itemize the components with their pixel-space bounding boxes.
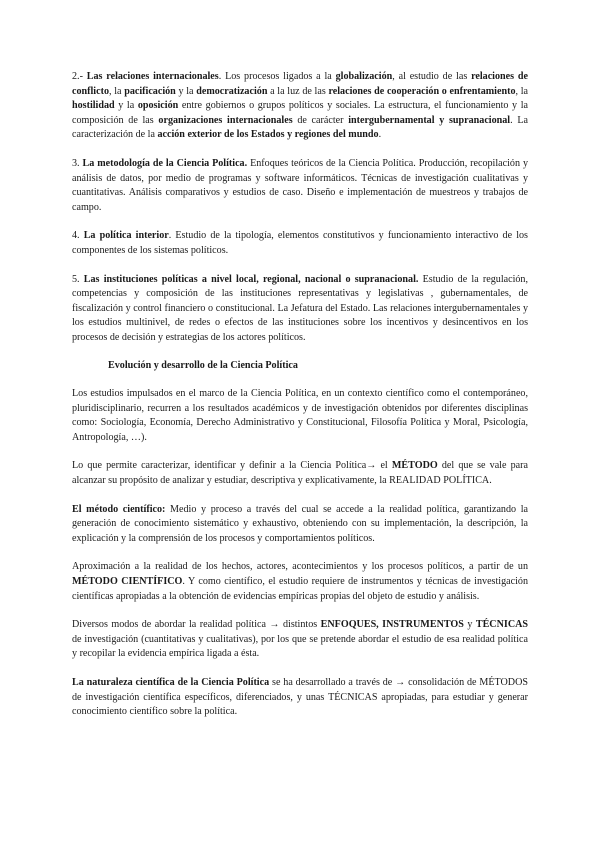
- bold-term: ENFOQUES, INSTRUMENTOS: [320, 619, 464, 631]
- text-run: entre gobiernos o grupos políticos y sociales. La estructura, el funcionamiento y la composición de las: [72, 100, 529, 126]
- section-number: 2.-: [72, 71, 87, 82]
- text-run: de investigación (cuantitativas y cualitativas), por los que se pretende abordar el estudio de esa realidad política y recopilar la evidencia empírica ligada a ésta.: [72, 633, 528, 660]
- intro-paragraph: Los estudios impulsados en el marco de la Ciencia Política, en un contexto científico como el contemporáneo, pluridisciplinario, recurren a los resultados académicos y de investigación obtenidos por diferentes disciplinas como: Sociología, Economía, Derecho Administrativo y Constitucional, Filosofía Política y Moral, Psicología, Antropología, …).: [72, 388, 528, 443]
- bold-term: MÉTODO: [391, 460, 438, 472]
- text-run: Aproximación a la realidad de los hechos, actores, acontecimientos y los procesos políticos, a partir de un: [72, 561, 528, 573]
- text-run: y: [463, 619, 476, 631]
- text-run: se ha desarrollado a través de → consolidación de MÉTODOS de investigación científica específicos, diferenciados, y unas TÉCNICAS apropiadas, para estudiar y generar conocimiento científico sobre la política.: [72, 677, 528, 718]
- approaches-paragraph: [72, 618, 528, 662]
- text-run: a la luz de las: [267, 85, 329, 97]
- section-2-paragraph: [72, 70, 528, 143]
- text-run: de carácter: [292, 114, 349, 126]
- bold-term: democratización: [196, 85, 268, 97]
- bold-term: organizaciones internacionales: [158, 114, 293, 126]
- section-5-paragraph: [72, 273, 528, 346]
- text-run: , la: [515, 85, 529, 97]
- bold-term: Las instituciones políticas a nivel local, regional, nacional o supranacional.: [83, 273, 419, 285]
- bold-term: La metodología de la Ciencia Política.: [82, 157, 248, 169]
- text-run: , al estudio de las: [392, 71, 472, 82]
- text-run: . Y como científico, el estudio requiere de instrumentos y técnicas de investigación científicas apropiadas a la obtención de evidencias empíricas propias del objeto de estudio y análisis.: [72, 576, 528, 602]
- scientific-nature-paragraph: [72, 676, 528, 720]
- bold-term: La naturaleza científica de la Ciencia Política: [72, 677, 270, 688]
- text-run: y la: [114, 100, 138, 112]
- text-run: Enfoques teóricos de la Ciencia Política. Producción, recopilación y análisis de datos, por medio de programas y software informáticos. Técnicas de investigación cualitativas y cuantitativas. Análisis comparativos y estudios de caso. Diseño e implementación de muestreos y trabajos de campo.: [72, 157, 529, 213]
- section-number: 5.: [72, 273, 84, 285]
- bold-term: La política interior: [83, 230, 169, 242]
- bold-term: intergubernamental y supranacional: [348, 114, 511, 126]
- section-3-paragraph: [72, 157, 528, 215]
- text-run: Medio y proceso a través del cual se accede a la realidad política, garantizando la generación de conocimiento sistemático y exhaustivo, obteniendo con su implementación, la descripción, la explicación y la comprensión de los procesos y comportamientos políticos.: [72, 503, 529, 544]
- text-run: Lo que permite caracterizar, identificar y definir a la Ciencia Política→ el: [72, 460, 392, 472]
- bold-term: globalización: [335, 71, 393, 82]
- text-run: .: [378, 129, 382, 141]
- bold-term: El método científico:: [72, 503, 166, 515]
- bold-term: Las relaciones internacionales: [86, 71, 219, 82]
- bold-term: acción exterior de los Estados y regiones del mundo: [157, 129, 379, 141]
- section-number: 3.: [72, 157, 83, 169]
- bold-term: hostilidad: [72, 100, 115, 112]
- bold-term: pacificación: [124, 85, 176, 97]
- bold-term: relaciones de cooperación o enfrentamiento: [328, 85, 516, 97]
- text-run: . Estudio de la tipología, elementos constitutivos y funcionamiento interactivo de los componentes de los sistemas políticos.: [72, 230, 528, 256]
- text-run: Diversos modos de abordar la realidad política → distintos: [72, 619, 321, 631]
- bold-term: oposición: [137, 100, 179, 112]
- text-run: . Los procesos ligados a la: [218, 71, 336, 82]
- scientific-method-paragraph: [72, 503, 528, 547]
- document-page: [72, 70, 528, 720]
- text-run: del que se vale para alcanzar su propósito de analizar y estudiar, descriptiva y explicativamente, la REALIDAD POLÍTICA.: [72, 460, 528, 487]
- text-run: Estudio de la regulación, competencias y composición de las instituciones representativas y legislativas , gubernamentales, de fiscalización y control financiero o constitucional. La Jefatura del Estado. Las relaciones intergubernamentales y los estudios multinivel, de redes o efectos de las instituciones sobre los incentivos y desincentivos en los procesos de decisión y estrategias de los actores políticos.: [72, 273, 529, 343]
- text-run: . La caracterización de la: [72, 114, 528, 141]
- text-run: y la: [175, 85, 197, 97]
- bold-term: TÉCNICAS: [475, 619, 529, 631]
- bold-term: MÉTODO CIENTÍFICO: [72, 576, 183, 588]
- section-4-paragraph: [72, 229, 528, 258]
- method-intro-paragraph: [72, 459, 528, 488]
- approximation-paragraph: [72, 560, 528, 604]
- bold-term: relaciones de conflicto: [72, 71, 528, 97]
- section-number: 4.: [72, 230, 84, 242]
- text-run: , la: [109, 85, 125, 97]
- section-heading: Evolución y desarrollo de la Ciencia Política: [108, 359, 298, 371]
